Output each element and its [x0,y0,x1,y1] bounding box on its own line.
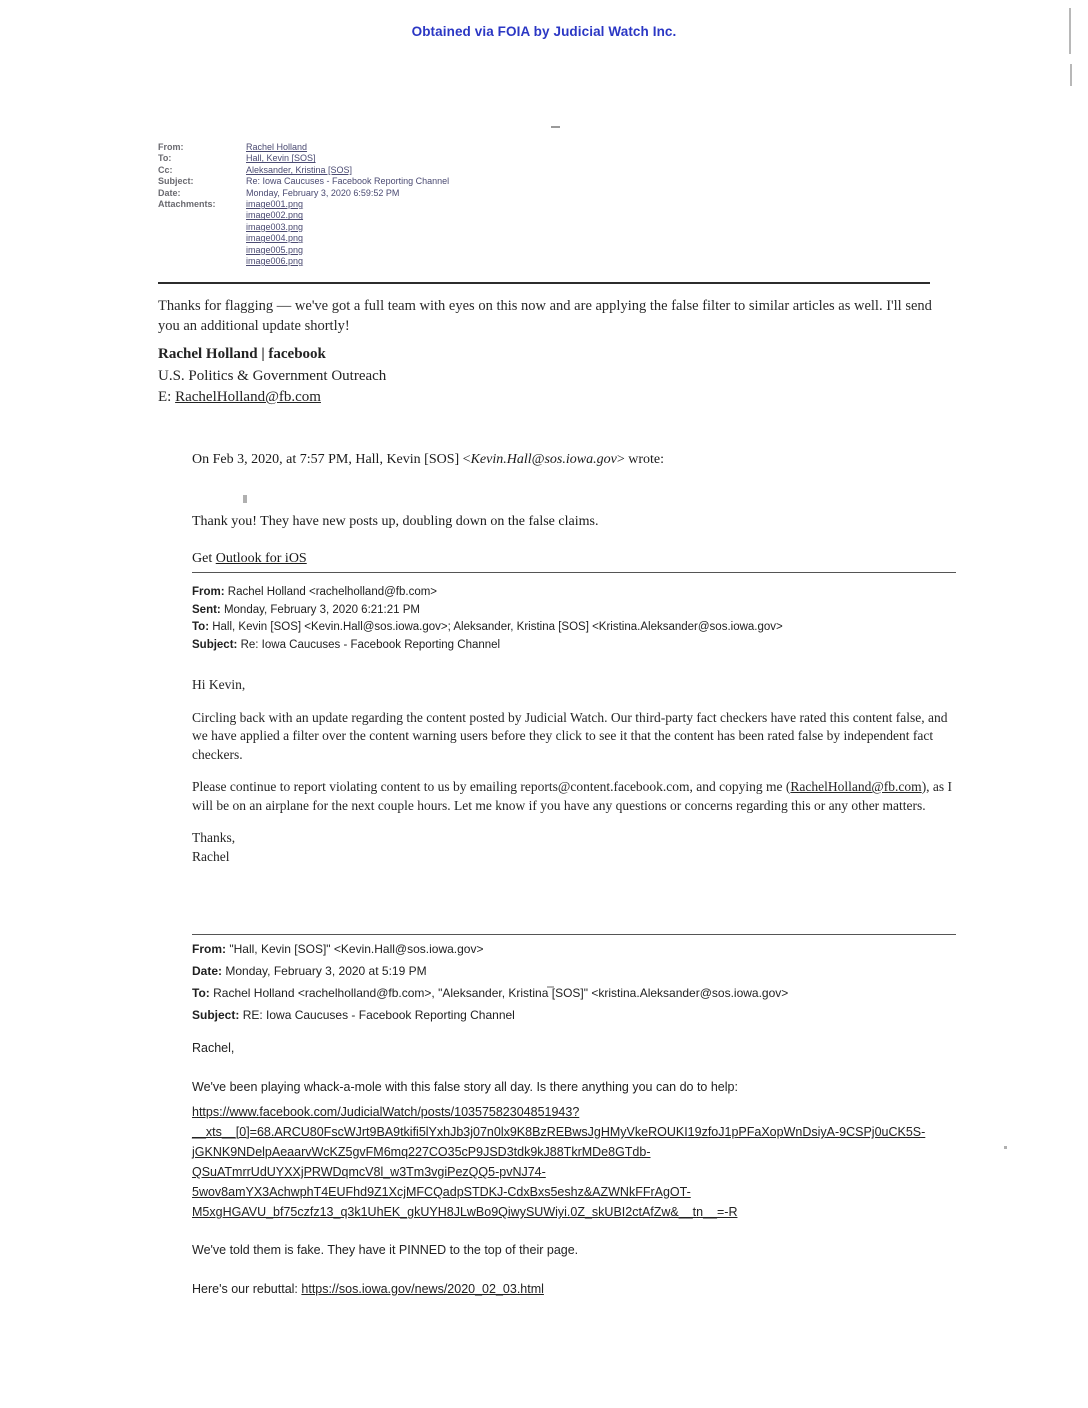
quoted2-paragraph-2a: Please continue to report violating content to us by emailing reports@content.facebook.com, and copying me ( [192,779,791,794]
quoted3-from-row [192,938,1022,960]
signature-title: U.S. Politics & Government Outreach [158,367,387,384]
facebook-url-line-4[interactable]: QSuATmrrUdUYXXjPRWDqmcV8l_w3Tm3vgiPezQQ5-pvNJ74- [192,1165,546,1179]
email-header-cc-value: Aleksander, Kristina [SOS] [246,164,353,175]
quoted3-date-label: Date: [192,964,223,978]
email-header-block [158,142,918,267]
quoted-on-prefix: On Feb 3, 2020, at 7:57 PM, Hall, Kevin [SOS] < [192,452,471,467]
outlook-prefix: Get [192,551,216,566]
email-header-subject [158,176,918,187]
quoted2-to-row [192,619,982,637]
scan-artifact-mark [1069,8,1071,54]
scan-speck [551,126,560,128]
quoted3-to-row [192,982,1022,1004]
quoted2-closing [192,829,960,866]
quoted3-paragraph-3 [192,1279,982,1300]
facebook-url-line-3[interactable]: jGKNK9NDelpAeaarvWcKZ5gvFM6mq227CO35cP9JSD3tdk9kJ88TkrMDe8GTdb- [192,1145,651,1159]
signature-email-line [158,387,758,409]
quoted-email-header-2 [192,584,982,654]
quoted3-to-value: Rachel Holland <rachelholland@fb.com>, "Aleksander, Kristina [SOS]" <kristina.Aleksander@sos.iowa.gov> [213,986,789,1000]
quoted-sender-email[interactable]: Kevin.Hall@sos.iowa.gov [470,452,617,467]
email-header-date-value: Monday, February 3, 2020 6:59:52 PM [246,187,400,198]
quote-divider [192,572,956,573]
header-divider [158,282,930,284]
quoted-message-body-2 [192,676,960,880]
facebook-post-url[interactable] [192,1102,982,1222]
facebook-url-line-5[interactable]: 5wov8amYX3AchwphT4EUFhd9Z1XcjMFCQadpSTDKJ-CdxBxs5eshz&AZWNkFFrAgOT- [192,1185,691,1199]
quoted3-to-label: To: [192,986,210,1000]
rebuttal-link[interactable]: https://sos.iowa.gov/news/2020_02_03.html [301,1282,544,1296]
attachment-item[interactable]: image004.png [246,233,304,244]
signature-email-link[interactable]: RachelHolland@fb.com [175,389,321,405]
rebuttal-prefix: Here's our rebuttal: [192,1282,302,1296]
scan-speck [1004,1146,1007,1149]
email-header-to-label: To: [158,153,172,164]
email-header-cc [158,165,918,176]
quoted3-subject-value: RE: Iowa Caucuses - Facebook Reporting Channel [242,1008,515,1022]
quoted3-from-value: "Hall, Kevin [SOS]" <Kevin.Hall@sos.iowa.gov> [229,942,484,956]
attachment-item[interactable]: image006.png [246,256,304,267]
quoted3-greeting: Rachel, [192,1041,235,1055]
signature-name: Rachel Holland | facebook [158,346,326,362]
quoted2-from-value: Rachel Holland <rachelholland@fb.com> [227,586,438,598]
attachment-item[interactable]: image001.png [246,199,304,210]
email-header-to [158,153,918,164]
quoted2-subject-value: Re: Iowa Caucuses - Facebook Reporting Channel [240,638,501,651]
quoted2-subject-label: Subject: [192,638,238,651]
facebook-url-line-2[interactable]: __xts__[0]=68.ARCU80FscWJrt9BA9tkifi5lYxhJb3j07n0lx9K8BzREBwsJgHMyVkeROUKI19zfoJ1pPFaXopWnDsiyA-9CSPj0uCK5S- [192,1125,926,1139]
quoted2-closing-text: Thanks, [192,830,236,845]
quoted3-paragraph-2: We've told them is fake. They have it PINNED to the top of their page. [192,1243,579,1257]
quoted2-from-row [192,584,982,602]
quoted2-sent-row [192,602,982,620]
facebook-url-line-1[interactable]: https://www.facebook.com/JudicialWatch/posts/10357582304851943? [192,1105,580,1119]
quoted2-paragraph-2b: ), as I will be on an airplane for the next couple hours. Let me know if you have any questions or concerns regarding this or any other matters. [192,779,953,813]
email-header-from-label: From: [158,142,184,152]
email-header-attachments-label: Attachments: [158,199,216,210]
email-header-from-value: Rachel Holland [246,142,308,152]
email-header-date [158,188,918,199]
email-header-to-value: Hall, Kevin [SOS] [246,153,316,164]
attachment-list [246,199,303,267]
scan-artifact-mark [1070,64,1072,86]
quoted2-sent-value: Monday, February 3, 2020 6:21:21 PM [223,603,420,616]
quoted-message-body: Thank you! They have new posts up, doubling down on the false claims. [192,514,599,529]
quoted2-from-label: From: [192,586,225,598]
email-header-from [158,142,918,153]
quoted-message-body-3 [192,1038,982,1318]
quoted2-closing-name: Rachel [192,848,230,864]
quoted-on-wrote-line [192,450,952,469]
email-header-date-label: Date: [158,187,181,198]
email-header-subject-value: Re: Iowa Caucuses - Facebook Reporting Channel [246,176,450,187]
quoted2-sent-label: Sent: [192,603,221,616]
attachment-item[interactable]: image003.png [246,221,304,232]
facebook-url-line-6[interactable]: M5xgHGAVU_bf75czfz13_q3k1UhEK_gkUYH8JLwBo9QiwySUWiyi.0Z_skUBI2ctAfZw&__tn__=-R [192,1205,738,1219]
quoted3-from-label: From: [192,942,226,956]
quoted2-to-label: To: [192,621,210,633]
scan-speck [243,495,247,503]
attachment-item[interactable]: image005.png [246,244,304,255]
quoted2-to-value: Hall, Kevin [SOS] <Kevin.Hall@sos.iowa.gov>; Aleksander, Kristina [SOS] <Kristina.Aleksander@sos.iowa.gov> [212,621,783,633]
signature-email-prefix: E: [158,389,172,405]
email-header-cc-label: Cc: [158,164,173,175]
email-header-subject-label: Subject: [158,176,194,187]
quoted3-date-row [192,960,1022,982]
signature-block [158,344,758,409]
quoted3-date-value: Monday, February 3, 2020 at 5:19 PM [225,964,427,978]
quoted2-paragraph-1: Circling back with an update regarding the content posted by Judicial Watch. Our third-party fact checkers have rated this content false, and we have applied a filter over the content warning users before they click to see it that the content has been rated false by independent fact checkers. [192,709,948,762]
email-header-attachments [158,199,918,267]
rachel-holland-email-link[interactable]: RachelHolland@fb.com [790,779,922,794]
quoted3-subject-label: Subject: [192,1008,240,1022]
quoted2-paragraph-2 [192,778,960,815]
foia-banner: Obtained via FOIA by Judicial Watch Inc. [411,24,677,39]
outlook-signature-line [192,551,307,567]
quoted3-subject-row [192,1004,1022,1026]
attachment-item[interactable]: image002.png [246,210,304,221]
quoted3-paragraph-1-text: We've been playing whack-a-mole with this false story all day. Is there anything you can do to help: [192,1080,738,1094]
outlook-for-ios-link[interactable]: Outlook for iOS [215,551,307,566]
quoted3-paragraph-1 [192,1077,982,1098]
message-body-paragraph: Thanks for flagging — we've got a full team with eyes on this now and are applying the false filter to similar articles as well. I'll send you an additional update shortly! [158,298,932,334]
quote-divider-2 [192,934,956,935]
quoted-on-suffix: > wrote: [616,452,664,467]
quoted2-greeting: Hi Kevin, [192,677,246,692]
quoted-email-header-3 [192,938,1022,1026]
quoted2-subject-row [192,637,982,655]
